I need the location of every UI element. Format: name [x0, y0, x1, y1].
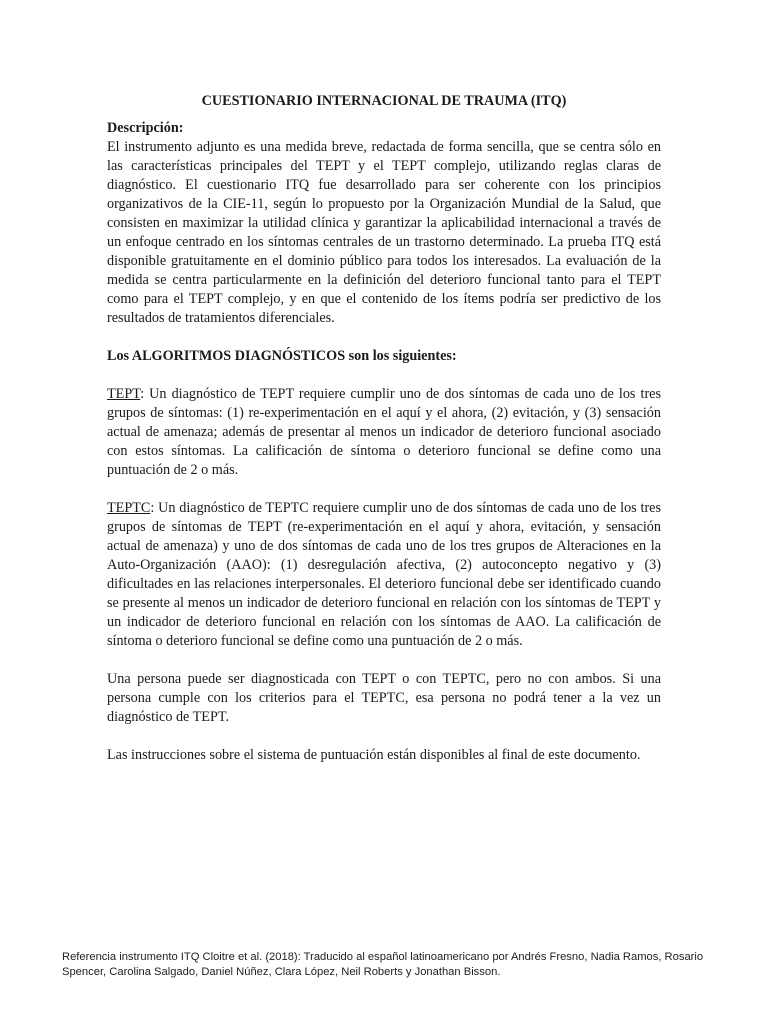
teptc-paragraph: [107, 499, 661, 651]
description-heading: Descripción:: [107, 120, 184, 136]
tept-term: TEPT: [107, 386, 141, 402]
document-page: [107, 92, 661, 765]
spacer: [107, 328, 661, 347]
reference-footer: Referencia instrumento ITQ Cloitre et al. (2018): Traducido al español latinoamericano por Andrés Fresno, Nadia Ramos, Rosario Spencer, Carolina Salgado, Daniel Núñez, Clara López, Neil Roberts y Jonathan Bisson.: [62, 951, 704, 978]
spacer: [107, 366, 661, 385]
spacer: [107, 651, 661, 670]
document-title: CUESTIONARIO INTERNACIONAL DE TRAUMA (ITQ): [201, 93, 567, 109]
description-paragraph: El instrumento adjunto es una medida breve, redactada de forma sencilla, que se centra sólo en las características principales del TEPT y el TEPT complejo, utilizando reglas claras de diagnóstico. El cuestionario ITQ fue desarrollado para ser coherente con los principios organizativos de la CIE-11, según lo propuesto por la Organización Mundial de la Salud, que consisten en maximizar la utilidad clínica y garantizar la aplicabilidad internacional a través de un enfoque centrado en los síntomas centrales de un trastorno determinado. La prueba ITQ está disponible gratuitamente en el dominio público para todos los interesados. La evaluación de la medida se centra particularmente en la definición del deterioro funcional tanto para el TEPT como para el TEPT complejo, y en que el contenido de los ítems podría ser predictivo de los resultados de tratamientos diferenciales.: [107, 139, 661, 326]
teptc-text: : Un diagnóstico de TEPTC requiere cumplir uno de dos síntomas de cada uno de los tres grupos de síntomas de TEPT (re-experimentación en el aquí y ahora, evitación, y sensación actual de amenaza) y uno de dos síntomas de cada uno de los tres grupos de Alteraciones en la Auto-Organización (AAO): (1) desregulación afectiva, (2) autoconcepto negativo y (3) dificultades en las relaciones interpersonales. El deterioro funcional debe ser identificado cuando se presente al menos un indicador de deterioro funcional en relación con los síntomas de TEPT y un indicador de deterioro funcional en relación con los síntomas de AAO. La calificación de síntoma o deterioro funcional se define como una puntuación de 2 o más.: [107, 500, 661, 649]
diagnosis-note: Una persona puede ser diagnosticada con TEPT o con TEPTC, pero no con ambos. Si una persona cumple con los criterios para el TEPTC, esa persona no podrá tener a la vez un diagnóstico de TEPT.: [107, 671, 661, 725]
tept-paragraph: [107, 385, 661, 480]
instructions-note: Las instrucciones sobre el sistema de puntuación están disponibles al final de este documento.: [107, 747, 641, 763]
spacer: [107, 727, 661, 746]
spacer: [107, 480, 661, 499]
teptc-term: TEPTC: [107, 500, 151, 516]
algorithms-heading: Los ALGORITMOS DIAGNÓSTICOS son los siguientes:: [107, 348, 457, 364]
tept-text: : Un diagnóstico de TEPT requiere cumplir uno de dos síntomas de cada uno de los tres grupos de síntomas: (1) re-experimentación en el aquí y el ahora, (2) evitación, y (3) sensación actual de amenaza; además de presentar al menos un indicador de deterioro funcional asociado con estos síntomas. La calificación de síntoma o deterioro funcional se define como una puntuación de 2 o más.: [107, 386, 661, 478]
